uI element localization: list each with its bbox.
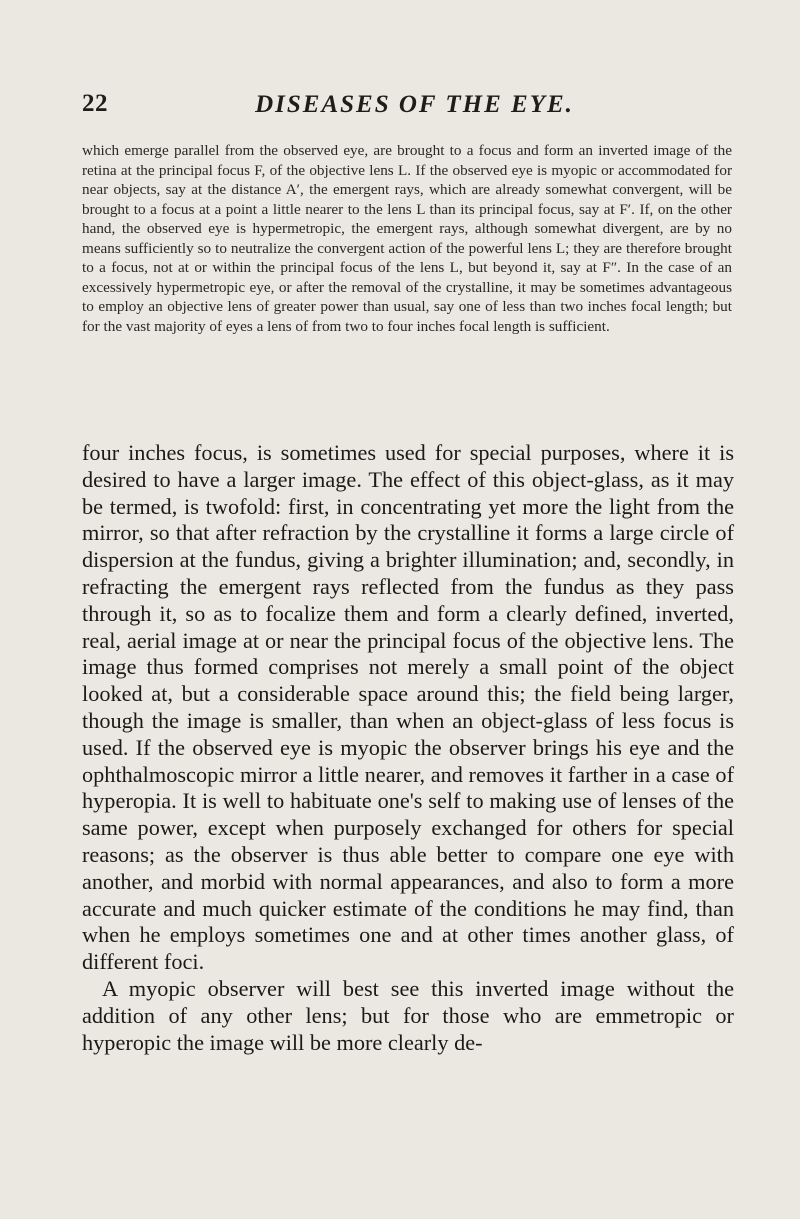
running-head	[82, 90, 727, 126]
main-text	[82, 440, 734, 1056]
chapter-title: DISEASES OF THE EYE.	[255, 91, 574, 118]
paragraph-continuation: four inches focus, is sometimes used for special purposes, where it is desired to have a larger image. The effect of this object-glass, as it may be termed, is twofold: first, in concentrating yet more the light from the mirror, so that after refraction by the crystalline it forms a large circle of dispersion at the fundus, giving a brighter illumination; and, secondly, in refracting the emergent rays reflected from the fundus as they pass through it, so as to focalize them and form a clearly defined, inverted, real, aerial image at or near the principal focus of the objective lens. The image thus formed comprises not merely a small point of the object looked at, but a considerable space around this; the field being larger, though the image is smaller, than when an object-glass of less focus is used. If the observed eye is myopic the observer brings his eye and the ophthalmoscopic mirror a little nearer, and removes it farther in a case of hyperopia. It is well to habituate one's self to making use of lenses of the same power, except when purposely exchanged for others for special reasons; as the observer is thus able better to compare one eye with another, and morbid with normal appearances, and also to form a more accurate and much quicker estimate of the conditions he may find, than when he employs sometimes one and at other times another glass, of different foci.	[82, 440, 734, 975]
footnote-text: which emerge parallel from the observed eye, are brought to a focus and form an inverted image of the retina at the principal focus F, of the objective lens L. If the observed eye is myopic or accommodated for near objects, say at the distance A′, the emergent rays, which are already somewhat convergent, will be brought to a focus at a point a little nearer to the lens L than its principal focus, say at F′. If, on the other hand, the observed eye is hypermetropic, the emergent rays, although somewhat divergent, are by no means sufficiently so to neutralize the convergent action of the powerful lens L; they are therefore brought to a focus, not at or within the principal focus of the lens L, but beyond it, say at F″. In the case of an excessively hypermetropic eye, or after the removal of the crystalline, it may be sometimes advantageous to employ an objective lens of greater power than usual, say one of less than two inches focal length; but for the vast majority of eyes a lens of from two to four inches focal length is sufficient.	[82, 142, 732, 335]
paragraph: A myopic observer will best see this inverted image without the addition of any other lens; but for those who are emmetropic or hyperopic the image will be more clearly de-	[82, 975, 734, 1055]
page-number: 22	[82, 90, 108, 117]
